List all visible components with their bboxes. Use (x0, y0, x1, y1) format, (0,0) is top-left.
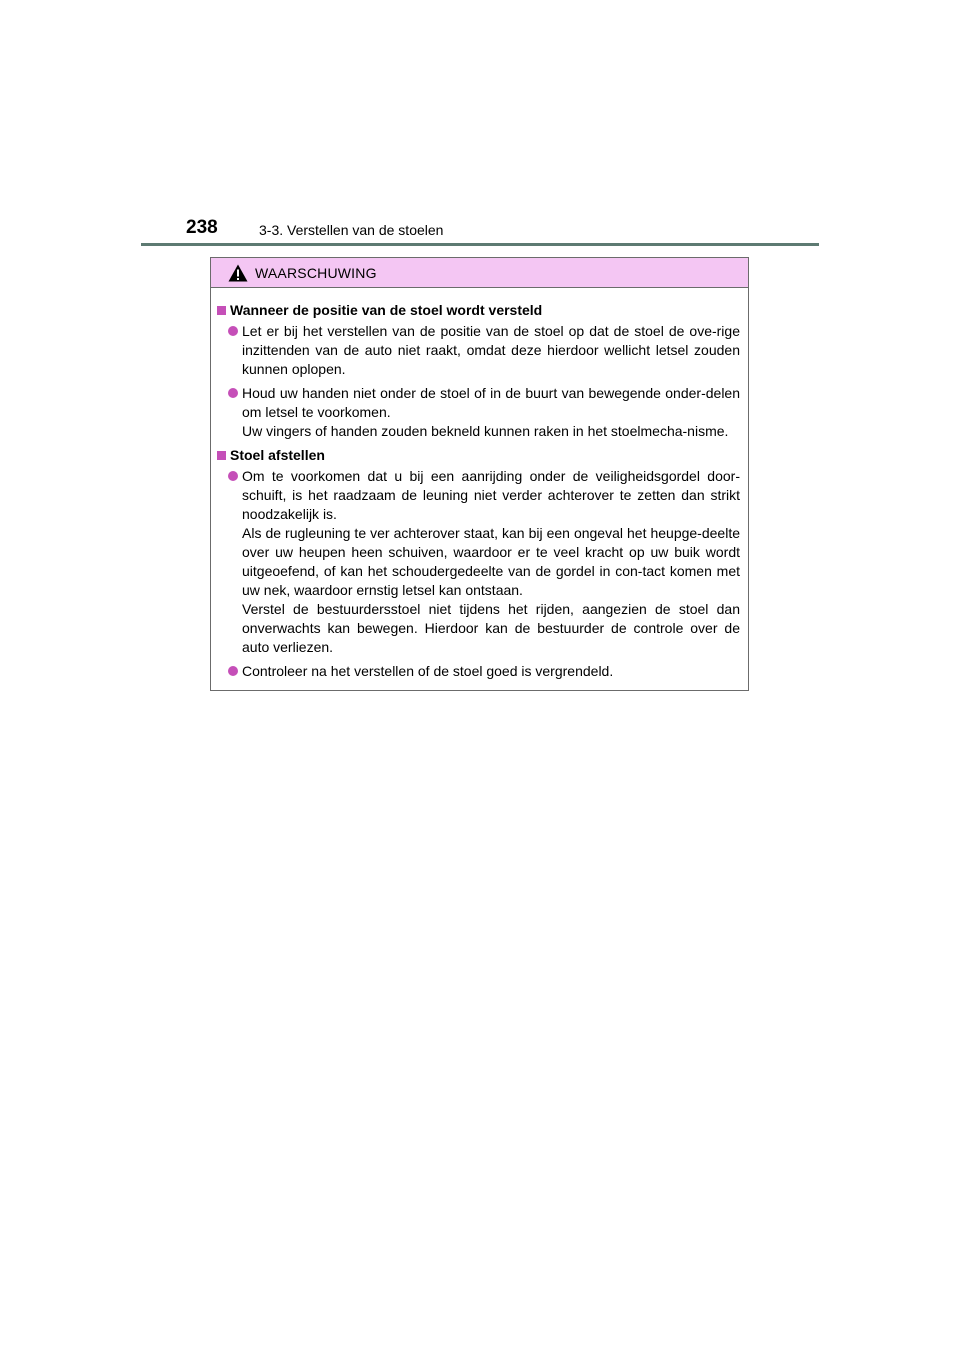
list-item-text (242, 384, 740, 441)
list-item-text (242, 322, 740, 379)
section-heading (217, 301, 742, 320)
list-item (228, 384, 742, 441)
warning-title: WAARSCHUWING (255, 264, 377, 281)
paragraph: Houd uw handen niet onder de stoel of in de buurt van bewegende onder-delen om letsel te voorkomen. (242, 385, 740, 420)
page-number: 238 (186, 217, 218, 238)
paragraph: Let er bij het verstellen van de positie van de stoel op dat de stoel de ove-rige inzittenden van de auto niet raakt, omdat deze hierdoor wellicht letsel zouden kunnen oplopen. (242, 323, 740, 377)
header-divider (141, 243, 819, 246)
dot-bullet-icon (228, 388, 238, 398)
section-heading-text: Wanneer de positie van de stoel wordt versteld (230, 302, 543, 318)
paragraph: Controleer na het verstellen of de stoel goed is vergrendeld. (242, 663, 614, 679)
list-item (228, 662, 742, 681)
paragraph: Als de rugleuning te ver achterover staat, kan bij een ongeval het heupge-deelte over uw heupen heen schuiven, waardoor er te veel kracht op uw buik wordt uitgeoefend, of kan het schoudergedeelte van de gordel in con-tact komen met uw nek, waardoor ernstig letsel kan ontstaan. (242, 525, 740, 598)
section-title: 3-3. Verstellen van de stoelen (259, 222, 444, 238)
square-bullet-icon (217, 306, 226, 315)
warning-body (211, 288, 748, 681)
dot-bullet-icon (228, 326, 238, 336)
list-item (228, 467, 742, 657)
list-item (228, 322, 742, 379)
list-item-text (242, 467, 740, 657)
warning-box (210, 257, 749, 691)
section-heading (217, 446, 742, 465)
paragraph: Verstel de bestuurdersstoel niet tijdens het rijden, aangezien de stoel dan onverwachts kan bewegen. Hierdoor kan de bestuurder de controle over de auto verliezen. (242, 601, 740, 655)
paragraph: Om te voorkomen dat u bij een aanrijding onder de veiligheidsgordel door-schuift, is het raadzaam de leuning niet verder achterover te zetten dan strikt noodzakelijk is. (242, 468, 740, 522)
dot-bullet-icon (228, 471, 238, 481)
dot-bullet-icon (228, 666, 238, 676)
list-item-text (242, 662, 740, 681)
section-heading-text: Stoel afstellen (230, 447, 325, 463)
paragraph: Uw vingers of handen zouden bekneld kunnen raken in het stoelmecha-nisme. (242, 423, 729, 439)
warning-header (211, 258, 748, 288)
warning-triangle-icon (228, 264, 248, 282)
square-bullet-icon (217, 451, 226, 460)
